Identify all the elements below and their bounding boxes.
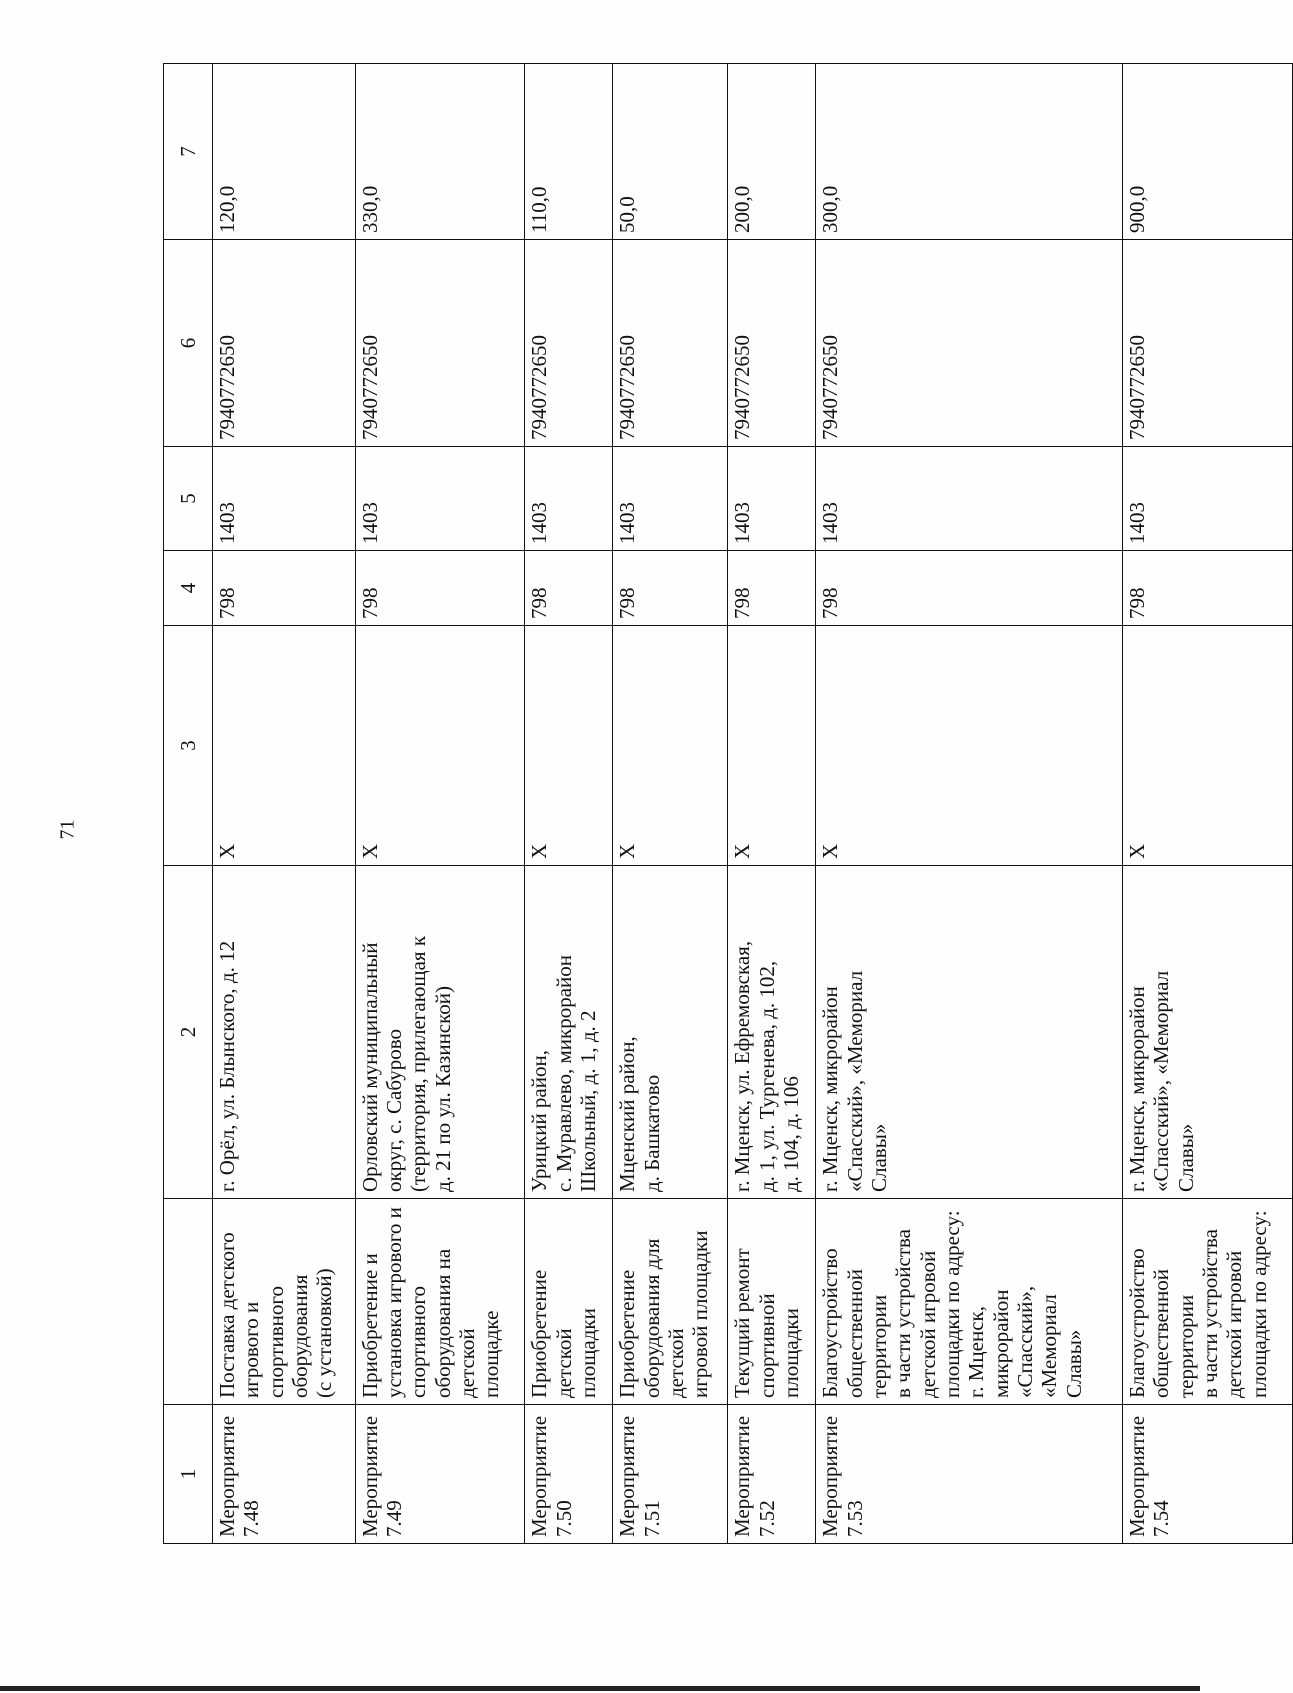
cell-line: спортивной площадки	[754, 1293, 804, 1398]
cell-line: Орловский муниципальный	[357, 942, 382, 1192]
column-header-6: 5	[164, 447, 213, 551]
table-cell-c3	[525, 866, 613, 1199]
column-header-2	[164, 1199, 213, 1405]
table-cell-c8: 110,0	[525, 64, 613, 240]
table-cell-c2	[613, 1199, 728, 1405]
cell-line: «Спасский», «Мемориал	[842, 970, 867, 1192]
table-cell-c1	[525, 1405, 613, 1544]
column-header-5: 4	[164, 551, 213, 626]
table-cell-c3	[355, 866, 525, 1199]
cell-line: Славы»	[1061, 1329, 1086, 1398]
table-cell-c5: 798	[355, 551, 525, 626]
table-cell-c8: 200,0	[728, 64, 816, 240]
cell-line: 7.49	[381, 1500, 406, 1537]
table-row	[816, 64, 1123, 1544]
table-cell-c7: 7940772650	[525, 240, 613, 447]
cell-line: игровой площадки	[688, 1230, 713, 1398]
cell-line: Школьный, д. 1, д. 2	[576, 1010, 601, 1192]
cell-line: Мероприятие	[818, 1415, 843, 1537]
table-cell-c3	[816, 866, 1123, 1199]
cell-line: Славы»	[1173, 1123, 1198, 1192]
cell-line: Мероприятие	[357, 1415, 382, 1537]
cell-line: 7.53	[842, 1500, 867, 1537]
table-cell-c6: 1403	[213, 447, 356, 551]
table-cell-c4: Х	[355, 626, 525, 866]
table-cell-c2	[213, 1199, 356, 1405]
cell-line: Приобретение детской	[527, 1269, 576, 1398]
cell-line: детской игровой	[915, 1250, 940, 1398]
table-cell-c7: 7940772650	[1123, 240, 1293, 447]
cell-line: оборудования	[288, 1274, 313, 1398]
table-cell-c8: 330,0	[355, 64, 525, 240]
cell-line: 7.51	[639, 1500, 664, 1537]
table-cell-c3	[728, 866, 816, 1199]
cell-line: г. Мценск, микрорайон	[818, 986, 843, 1192]
table-cell-c4: Х	[728, 626, 816, 866]
cell-line: Поставка детского	[215, 1232, 239, 1398]
table-cell-c2	[728, 1199, 816, 1405]
cell-line: 7.52	[754, 1500, 779, 1537]
table-cell-c5: 798	[213, 551, 356, 626]
cell-line: (территория, прилегающая к	[406, 935, 431, 1192]
table-body	[213, 64, 1293, 1544]
table-row	[525, 64, 613, 1544]
cell-line: общественной территории	[1149, 1268, 1198, 1398]
cell-line: г. Мценск, ул. Ефремовская,	[730, 940, 755, 1192]
column-header-7: 6	[164, 240, 213, 447]
table-cell-c6: 1403	[728, 447, 816, 551]
table-cell-c6: 1403	[525, 447, 613, 551]
cell-line: д. 104, д. 106	[779, 1076, 804, 1192]
table-row	[728, 64, 816, 1544]
table-cell-c7: 7940772650	[613, 240, 728, 447]
cell-line: в части устройства	[1198, 1229, 1223, 1398]
table-cell-c2	[816, 1199, 1123, 1405]
table-cell-c4: Х	[613, 626, 728, 866]
cell-line: Мероприятие	[215, 1415, 239, 1537]
table-cell-c4: Х	[816, 626, 1123, 866]
table-row	[213, 64, 356, 1544]
cell-line: с. Муравлево, микрорайон	[551, 954, 576, 1192]
table-cell-c8: 900,0	[1123, 64, 1293, 240]
table-cell-c2	[355, 1199, 525, 1405]
cell-line: общественной территории	[842, 1268, 891, 1398]
bottom-scan-edge	[0, 1686, 1200, 1691]
table-cell-c1	[728, 1405, 816, 1544]
table-cell-c6: 1403	[816, 447, 1123, 551]
cell-line: д. Башкатово	[639, 1074, 664, 1192]
table-row	[355, 64, 525, 1544]
cell-line: оборудования на детской	[430, 1248, 479, 1398]
table-cell-c3	[213, 866, 356, 1199]
cell-line: округ, с. Сабурово	[381, 1029, 406, 1192]
cell-line: площадке	[479, 1310, 504, 1398]
column-header-8: 7	[164, 64, 213, 240]
table-cell-c6: 1403	[613, 447, 728, 551]
cell-line: Мероприятие	[1125, 1415, 1150, 1537]
table-cell-c5: 798	[525, 551, 613, 626]
table-cell-c8: 300,0	[816, 64, 1123, 240]
column-header-1: 1	[164, 1405, 213, 1544]
table-cell-c1	[816, 1405, 1123, 1544]
cell-line: Урицкий район,	[527, 1050, 552, 1192]
table-cell-c8: 120,0	[213, 64, 356, 240]
table-cell-c4: Х	[1123, 626, 1293, 866]
cell-line: площадки по адресу:	[939, 1210, 964, 1398]
table-cell-c4: Х	[525, 626, 613, 866]
rotated-table-container	[163, 64, 1293, 1544]
table-cell-c1	[1123, 1405, 1293, 1544]
table-row	[613, 64, 728, 1544]
cell-line: оборудования для детской	[639, 1238, 688, 1398]
table-cell-c1	[213, 1405, 356, 1544]
table-cell-c5: 798	[613, 551, 728, 626]
cell-line: игрового и спортивного	[239, 1286, 288, 1398]
cell-line: 7.48	[239, 1500, 264, 1537]
table-cell-c5: 798	[728, 551, 816, 626]
cell-line: Мероприятие	[615, 1415, 640, 1537]
cell-line: г. Мценск, микрорайон	[964, 1289, 1013, 1398]
cell-line: Текущий ремонт	[730, 1248, 755, 1398]
table-cell-c3	[613, 866, 728, 1199]
page-number: 71	[56, 819, 79, 840]
cell-line: установка игрового и	[381, 1207, 406, 1398]
cell-line: 7.50	[551, 1500, 576, 1537]
table-cell-c7: 7940772650	[213, 240, 356, 447]
table-cell-c6: 1403	[355, 447, 525, 551]
table-cell-c1	[613, 1405, 728, 1544]
table-cell-c6: 1403	[1123, 447, 1293, 551]
cell-line: 7.54	[1149, 1500, 1174, 1537]
cell-line: «Спасский», «Мемориал	[1013, 1285, 1062, 1398]
cell-line: «Спасский», «Мемориал	[1149, 970, 1174, 1192]
table-cell-c2	[525, 1199, 613, 1405]
table-cell-c7: 7940772650	[355, 240, 525, 447]
table-row	[1123, 64, 1293, 1544]
table-cell-c2	[1123, 1199, 1293, 1405]
cell-line: спортивного	[406, 1286, 431, 1398]
column-header-4: 3	[164, 626, 213, 866]
cell-line: д. 21 по ул. Казинской)	[430, 986, 455, 1192]
table-cell-c7: 7940772650	[816, 240, 1123, 447]
table-cell-c4: Х	[213, 626, 356, 866]
table-cell-c8: 50,0	[613, 64, 728, 240]
cell-line: в части устройства	[891, 1229, 916, 1398]
header-row	[164, 64, 213, 1544]
table-cell-c1	[355, 1405, 525, 1544]
table-cell-c7: 7940772650	[728, 240, 816, 447]
table-cell-c5: 798	[1123, 551, 1293, 626]
cell-line: г. Орёл, ул. Блынского, д. 12	[215, 940, 239, 1192]
cell-line: Благоустройство	[1125, 1248, 1150, 1398]
cell-line: детской игровой	[1222, 1250, 1247, 1398]
cell-line: Мероприятие	[527, 1415, 552, 1537]
column-header-3: 2	[164, 866, 213, 1199]
table-cell-c5: 798	[816, 551, 1123, 626]
cell-line: Мероприятие	[730, 1415, 755, 1537]
cell-line: площадки по адресу:	[1246, 1210, 1271, 1398]
cell-line: д. 1, ул. Тургенева, д. 102,	[754, 960, 779, 1192]
data-table	[163, 63, 1293, 1544]
cell-line: Приобретение	[615, 1269, 640, 1398]
cell-line: площадки	[576, 1308, 601, 1398]
cell-line: Мценский район,	[615, 1036, 640, 1192]
cell-line: Славы»	[866, 1123, 891, 1192]
cell-line: Благоустройство	[818, 1248, 843, 1398]
cell-line: Приобретение и	[357, 1253, 382, 1398]
table-cell-c3	[1123, 866, 1293, 1199]
cell-line: (с установкой)	[312, 1268, 337, 1398]
cell-line: г. Мценск, микрорайон	[1125, 986, 1150, 1192]
